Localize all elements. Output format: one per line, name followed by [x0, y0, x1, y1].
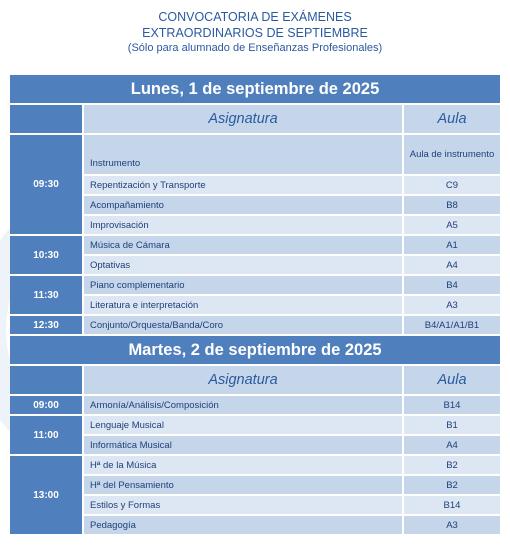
schedule-row: [10, 295, 500, 315]
room-cell: A3: [403, 295, 500, 315]
subject-cell: Hª del Pensamiento: [83, 475, 403, 495]
room-cell: B14: [403, 495, 500, 515]
room-cell: Aula de instrumento: [403, 134, 500, 175]
column-header-room: Aula: [403, 104, 500, 134]
time-slot: 10:30: [10, 235, 83, 275]
column-header-subject: Asignatura: [83, 104, 403, 134]
schedule-row: [10, 134, 500, 175]
schedule-row: [10, 495, 500, 515]
subject-cell: Hª de la Música: [83, 455, 403, 475]
schedule-row: [10, 415, 500, 435]
day-title-row: [10, 75, 500, 104]
subject-cell: Armonía/Análisis/Composición: [83, 395, 403, 415]
column-header-subject: Asignatura: [83, 365, 403, 395]
column-header-row: [10, 365, 500, 395]
day-title-row: [10, 335, 500, 365]
subject-cell: Estilos y Formas: [83, 495, 403, 515]
schedule-row: [10, 195, 500, 215]
subject-cell: Informática Musical: [83, 435, 403, 455]
exam-schedule: [10, 75, 500, 536]
room-cell: A4: [403, 435, 500, 455]
room-cell: B2: [403, 455, 500, 475]
schedule-row: [10, 435, 500, 455]
room-cell: A5: [403, 215, 500, 235]
room-cell: B4: [403, 275, 500, 295]
subject-cell: Acompañamiento: [83, 195, 403, 215]
subject-cell: Literatura e interpretación: [83, 295, 403, 315]
header-title-line2: EXTRAORDINARIOS DE SEPTIEMBRE: [142, 26, 368, 40]
page-header: [0, 0, 510, 56]
column-header-blank: [10, 365, 83, 395]
room-cell: A3: [403, 515, 500, 535]
column-header-blank: [10, 104, 83, 134]
schedule-row: [10, 255, 500, 275]
time-slot: 12:30: [10, 315, 83, 335]
schedule-row: [10, 235, 500, 255]
schedule-row: [10, 475, 500, 495]
subject-cell: Piano complementario: [83, 275, 403, 295]
schedule-row: [10, 175, 500, 195]
room-cell: B14: [403, 395, 500, 415]
column-header-room: Aula: [403, 365, 500, 395]
room-cell: C9: [403, 175, 500, 195]
subject-cell: Conjunto/Orquesta/Banda/Coro: [83, 315, 403, 335]
room-cell: B8: [403, 195, 500, 215]
schedule-table: [10, 75, 500, 536]
schedule-row: [10, 515, 500, 535]
subject-cell: Improvisación: [83, 215, 403, 235]
day-title: Lunes, 1 de septiembre de 2025: [10, 75, 500, 104]
subject-cell: Instrumento: [83, 134, 403, 175]
column-header-row: [10, 104, 500, 134]
schedule-row: [10, 395, 500, 415]
day-title: Martes, 2 de septiembre de 2025: [10, 335, 500, 365]
room-cell: A4: [403, 255, 500, 275]
room-cell: B2: [403, 475, 500, 495]
time-slot: 09:00: [10, 395, 83, 415]
time-slot: 09:30: [10, 134, 83, 235]
schedule-row: [10, 215, 500, 235]
room-cell: A1: [403, 235, 500, 255]
schedule-row: [10, 455, 500, 475]
subject-cell: Música de Cámara: [83, 235, 403, 255]
time-slot: 11:30: [10, 275, 83, 315]
schedule-row: [10, 275, 500, 295]
header-subtitle: (Sólo para alumnado de Enseñanzas Profesionales): [127, 42, 383, 54]
room-cell: B1: [403, 415, 500, 435]
schedule-row: [10, 315, 500, 335]
time-slot: 11:00: [10, 415, 83, 455]
header-title-line1: CONVOCATORIA DE EXÁMENES: [158, 10, 352, 24]
subject-cell: Repentización y Transporte: [83, 175, 403, 195]
subject-cell: Lenguaje Musical: [83, 415, 403, 435]
time-slot: 13:00: [10, 455, 83, 535]
subject-cell: Optativas: [83, 255, 403, 275]
room-cell: B4/A1/A1/B1: [403, 315, 500, 335]
subject-cell: Pedagogía: [83, 515, 403, 535]
